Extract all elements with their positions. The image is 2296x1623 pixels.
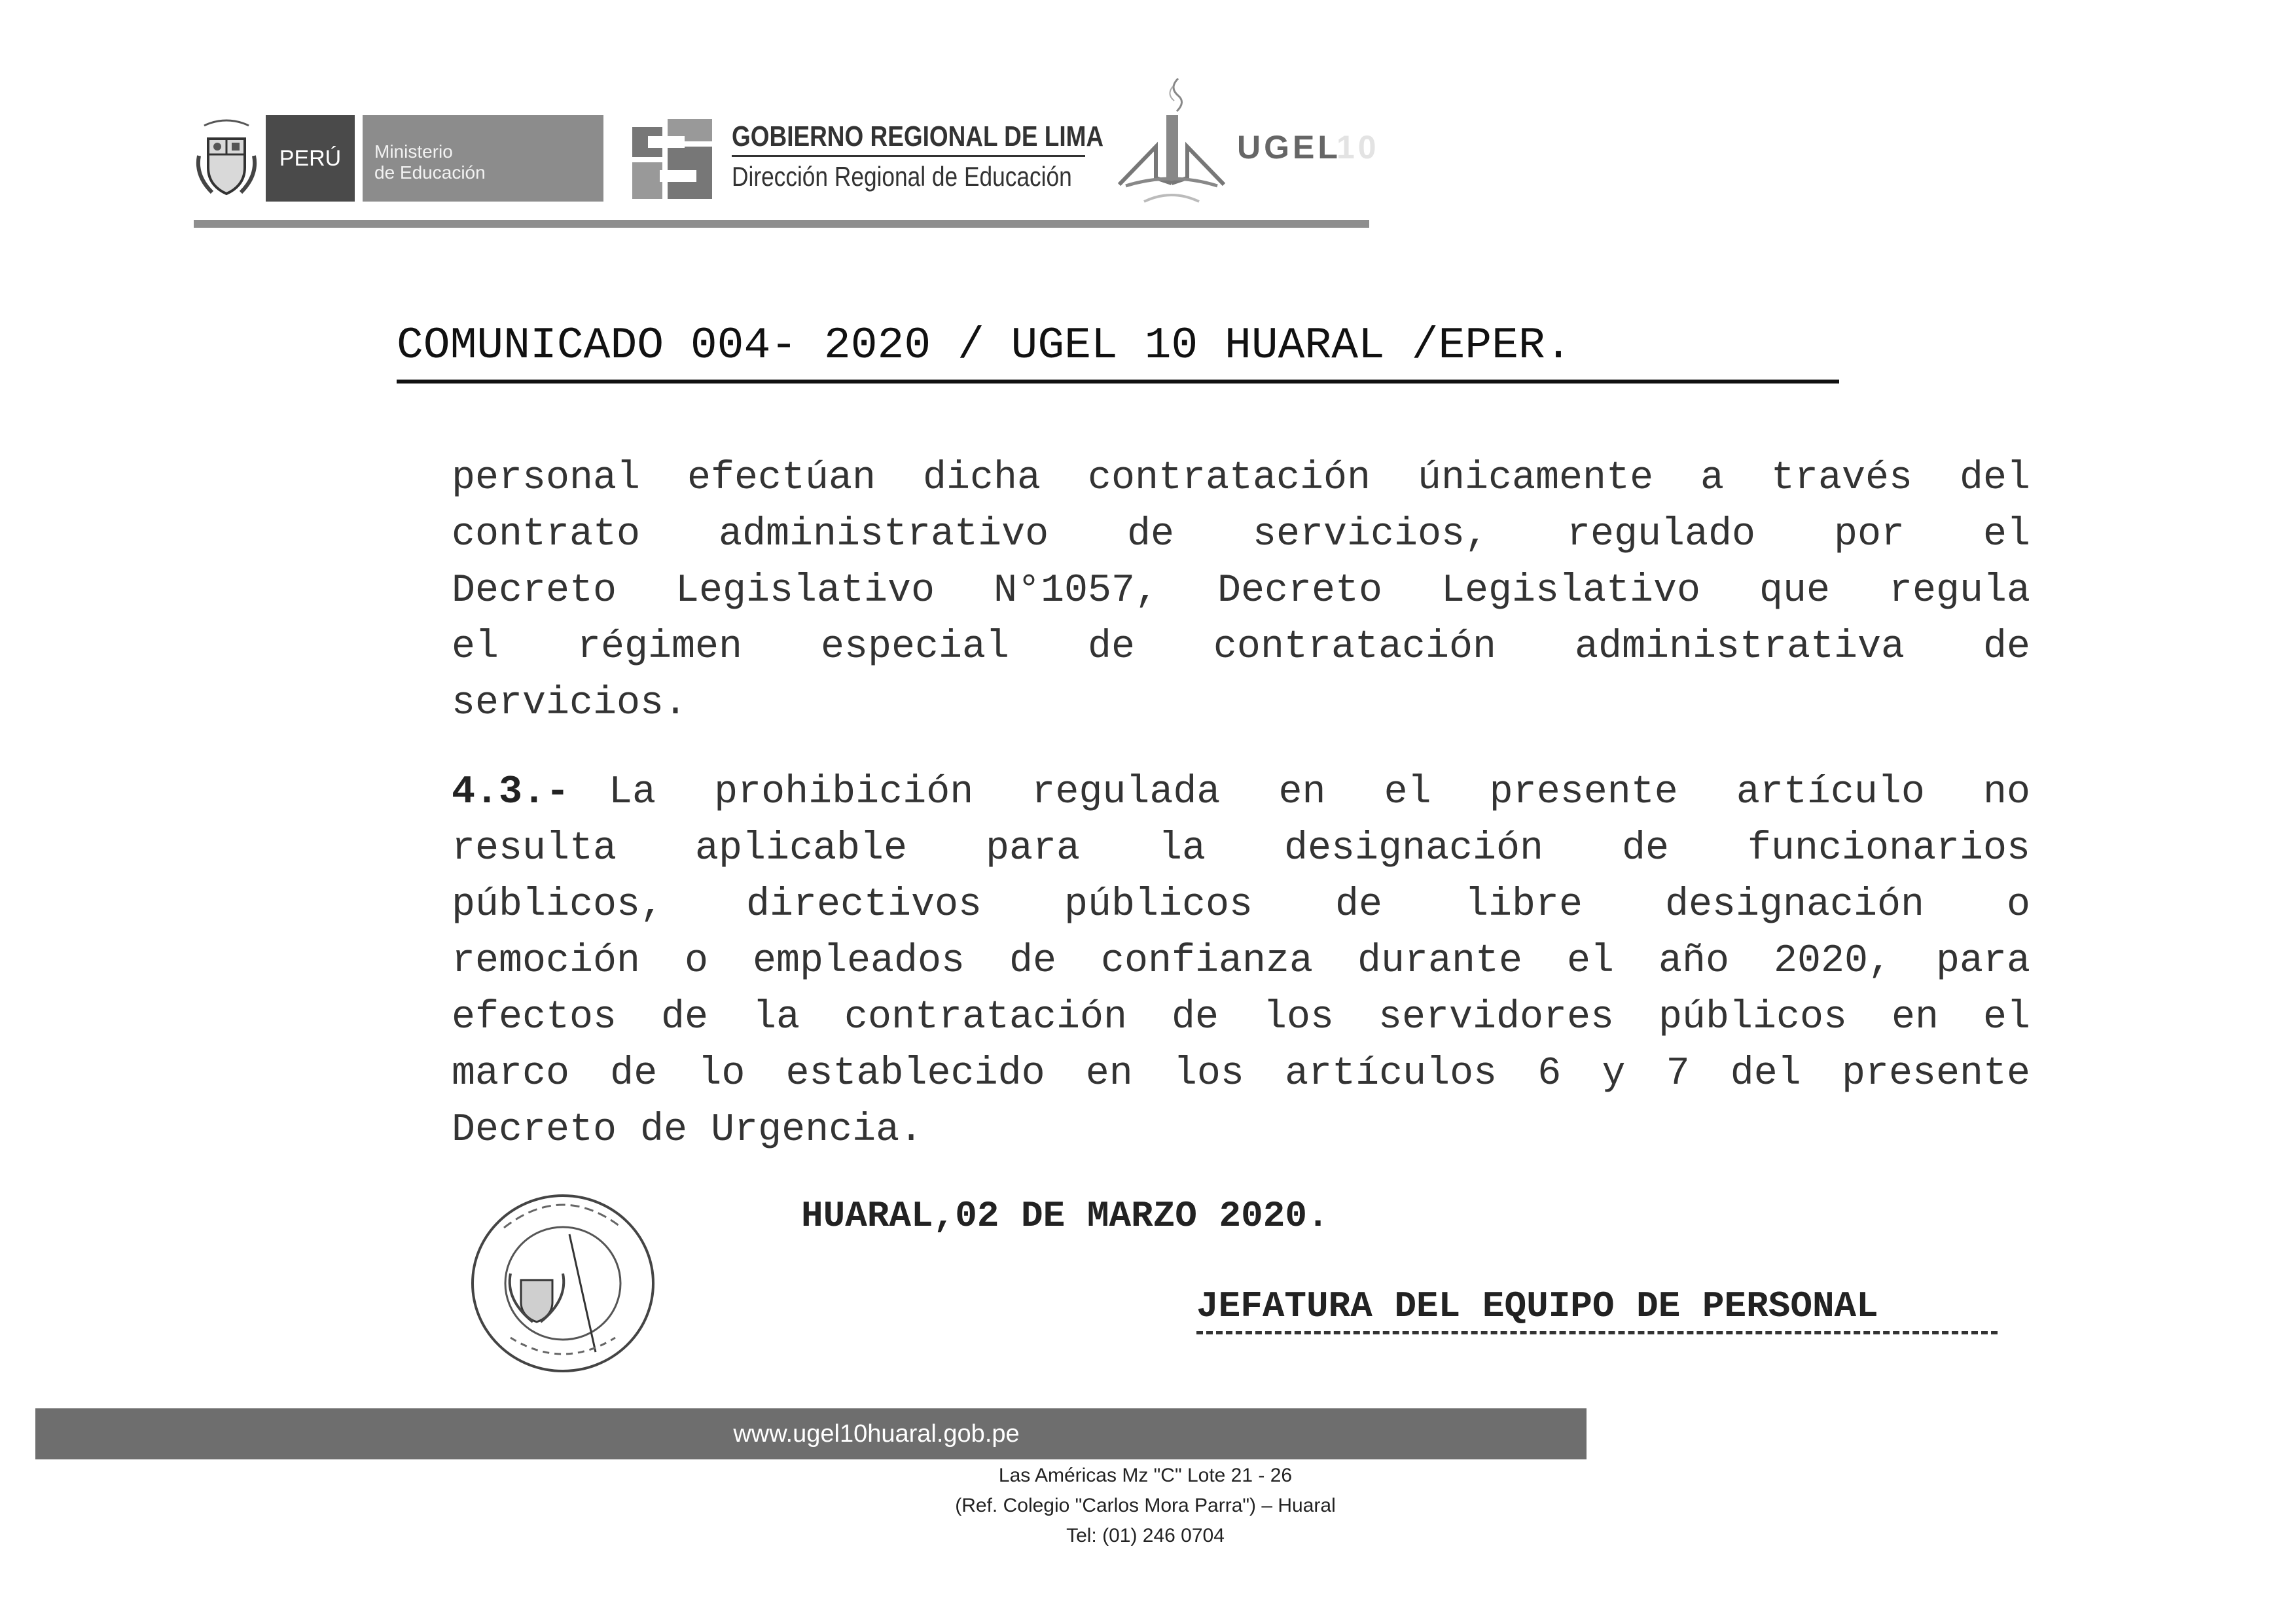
website-link[interactable]: www.ugel10huaral.gob.pe: [733, 1420, 1020, 1448]
paragraph-line: La prohibición regulada en el presente artículo no: [609, 770, 2030, 815]
official-seal-stamp-icon: [465, 1188, 661, 1378]
paragraph-line: personal efectúan dicha contratación únicamente a través del: [452, 456, 2030, 501]
ugel-torch-book-emblem-icon: [1106, 73, 1237, 211]
document-title: COMUNICADO 004- 2020 / UGEL 10 HUARAL /EPER.: [397, 321, 1572, 371]
paragraph-first-line: [452, 764, 2030, 821]
peru-label: PERÚ: [266, 115, 355, 202]
title-underline: [397, 380, 1839, 383]
paragraph-line: Decreto de Urgencia.: [452, 1108, 924, 1152]
paragraph-line: servicios.: [452, 681, 688, 726]
regional-government-title: GOBIERNO REGIONAL DE LIMA: [732, 120, 1104, 152]
peru-coat-of-arms-icon: [194, 116, 259, 202]
regional-government-logo-icon: [630, 116, 715, 202]
address-line-1: Las Américas Mz "C" Lote 21 - 26: [998, 1465, 1293, 1486]
ministry-line-2: de Educación: [374, 162, 486, 183]
ugel-wordmark: UGEL: [1237, 129, 1341, 166]
header-divider: [194, 220, 1369, 228]
paragraph-line: resulta aplicable para la designación de funcionarios: [452, 827, 2030, 871]
ministry-label: [363, 115, 603, 202]
paragraph-line: contrato administrativo de servicios, regulado por el: [452, 512, 2030, 557]
regional-title-divider: [732, 155, 1085, 157]
signatory-underline: [1196, 1331, 1998, 1334]
phone-line: Tel: (01) 246 0704: [1066, 1525, 1225, 1546]
signatory-office: JEFATURA DEL EQUIPO DE PERSONAL: [1196, 1285, 1878, 1327]
regional-education-subtitle: Dirección Regional de Educación: [732, 161, 1072, 192]
paragraph-line: remoción o empleados de confianza durante el año 2020, para: [452, 939, 2030, 984]
paragraph-line: marco de lo establecido en los artículos 6 y 7 del presente: [452, 1052, 2030, 1096]
paragraph-line: efectos de la contratación de los servidores públicos en el: [452, 995, 2030, 1040]
paragraph-line: públicos, directivos públicos de libre designación o: [452, 883, 2030, 927]
section-number: 4.3.-: [452, 770, 570, 815]
ugel-number: 10: [1336, 129, 1380, 166]
paragraph-line: Decreto Legislativo N°1057, Decreto Legislativo que regula: [452, 569, 2030, 613]
date-line: HUARAL,02 DE MARZO 2020.: [801, 1195, 1329, 1237]
ministry-line-1: Ministerio: [374, 141, 453, 162]
footer-bar: [35, 1408, 1587, 1459]
address-line-2: (Ref. Colegio "Carlos Mora Parra") – Huaral: [955, 1495, 1336, 1516]
paragraph-line: el régimen especial de contratación administrativa de: [452, 625, 2030, 669]
